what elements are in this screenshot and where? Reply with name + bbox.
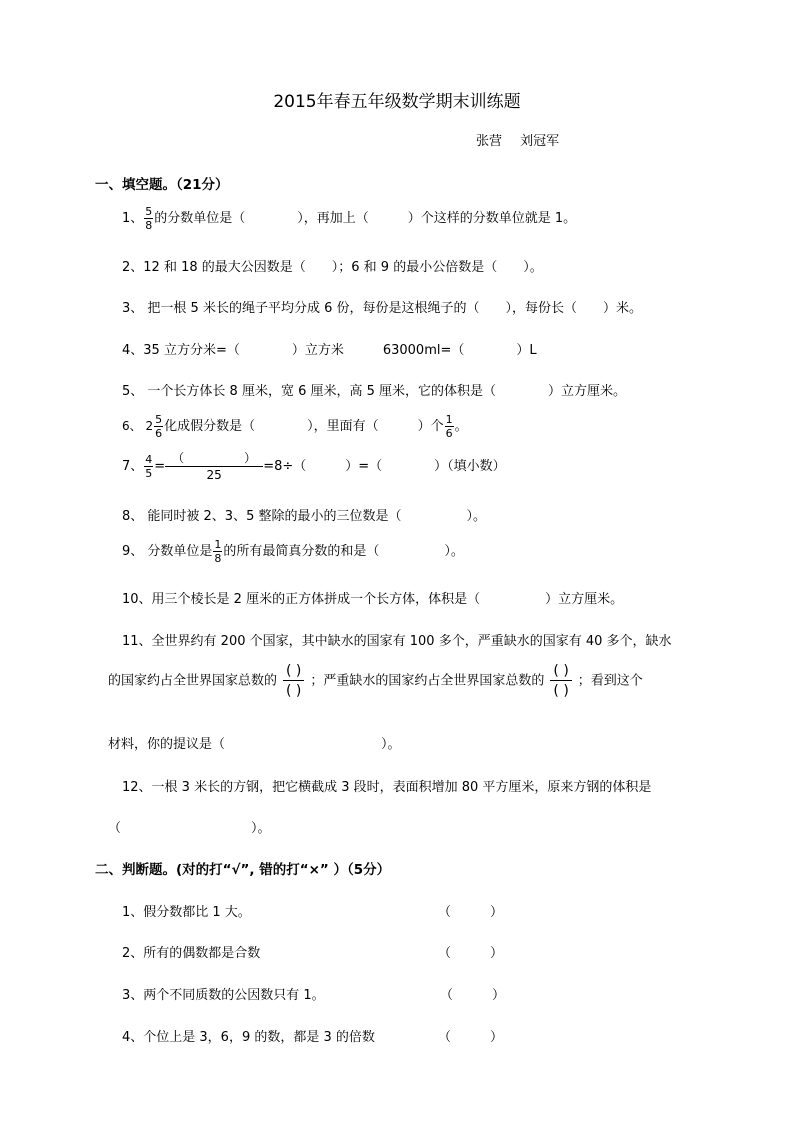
q11-blank-fraction-1 — [283, 664, 304, 698]
question-11-line-1: 11、全世界约有 200 个国家，其中缺水的国家有 100 多个，严重缺水的国家有 40 多个，缺水 — [122, 634, 672, 649]
q11-blank-fraction-2 — [550, 664, 571, 698]
authors: 张营 刘冠军 — [476, 134, 560, 149]
q6-fraction — [154, 414, 163, 439]
judge-item-3: 3、两个不同质数的公因数只有 1。 — [122, 988, 325, 1003]
q7-wide-fraction — [165, 452, 263, 481]
q7-prefix: 7、 — [122, 459, 144, 474]
judge-item-1-blank: （ ） — [438, 905, 504, 920]
judge-item-4-blank: （ ） — [438, 1030, 504, 1045]
q6-frac2-den: 6 — [445, 427, 453, 440]
q7-wide-num: （ ） — [165, 452, 263, 467]
question-2: 2、12 和 18 的最大公因数是（ ）；6 和 9 的最小公倍数是（ ）。 — [122, 260, 543, 275]
q1-frac-num: 5 — [145, 205, 153, 218]
judge-item-2: 2、所有的偶数都是合数 — [122, 946, 261, 961]
q11-blank1-den: ( ) — [286, 683, 302, 699]
q6-mid: 化成假分数是（ ），里面有（ ）个 — [164, 419, 444, 434]
q6-frac-num: 5 — [155, 413, 163, 426]
q6-frac2-num: 1 — [445, 413, 453, 426]
question-5: 5、 一个长方体长 8 厘米，宽 6 厘米，高 5 厘米，它的体积是（ ）立方厘米。 — [122, 384, 627, 399]
q1-fraction — [144, 206, 153, 231]
q11-blank2-den: ( ) — [553, 683, 569, 699]
q9-prefix: 9、 分数单位是 — [122, 544, 213, 559]
question-11-line-2 — [108, 664, 643, 698]
question-12-line-1: 12、一根 3 米长的方钢，把它横截成 3 段时，表面积增加 80 平方厘米，原来方钢的体积是 — [122, 780, 652, 795]
question-12-line-2: （ ）。 — [108, 821, 271, 836]
q9-text: 的所有最简真分数的和是（ ）。 — [223, 544, 464, 559]
q11-text-a: 的国家约占全世界国家总数的 — [108, 673, 278, 689]
q9-frac-num: 1 — [214, 538, 222, 551]
section-2-heading: 二、判断题。(对的打“√”, 错的打“×” ）（5分） — [95, 862, 391, 878]
q11-blank1-num: ( ) — [283, 664, 304, 681]
q1-prefix: 1、 — [122, 211, 144, 226]
q11-text-c: ；看到这个 — [577, 673, 643, 689]
judge-item-2-blank: （ ） — [438, 946, 504, 961]
q7-frac-den: 5 — [145, 467, 153, 480]
question-8: 8、 能同时被 2、3、5 整除的最小的三位数是（ ）。 — [122, 509, 486, 524]
q7-wide-den: 25 — [206, 468, 222, 482]
question-4: 4、35 立方分米=（ ）立方米 63000ml=（ ）L — [122, 343, 537, 358]
section-1-heading: 一、填空题。（21分） — [95, 177, 229, 193]
page-title: 2015年春五年级数学期末训练题 — [273, 92, 521, 112]
q6-fraction-2 — [445, 414, 454, 439]
question-3: 3、 把一根 5 米长的绳子平均分成 6 份，每份是这根绳子的（ ），每份长（ ）米。 — [122, 301, 642, 316]
judge-item-3-blank: （ ） — [440, 988, 506, 1003]
q1-text: 的分数单位是（ ），再加上（ ）个这样的分数单位就是 1。 — [154, 211, 577, 226]
q9-frac-den: 8 — [214, 552, 222, 565]
judge-item-4: 4、个位上是 3，6，9 的数，都是 3 的倍数 — [122, 1030, 375, 1045]
question-7 — [122, 452, 506, 481]
question-11-line-3: 材料，你的提议是（ ）。 — [108, 737, 401, 752]
q7-text: =8÷（ ）=（ ）（填小数） — [263, 459, 506, 474]
q6-frac-den: 6 — [155, 427, 163, 440]
q1-frac-den: 8 — [145, 219, 153, 232]
q7-equals: = — [154, 459, 166, 474]
question-9 — [122, 539, 464, 564]
question-10: 10、用三个棱长是 2 厘米的正方体拼成一个长方体，体积是（ ）立方厘米。 — [122, 592, 624, 607]
question-6 — [122, 414, 468, 439]
q11-text-b: ；严重缺水的国家约占全世界国家总数的 — [310, 673, 545, 689]
q7-frac-num: 4 — [145, 453, 153, 466]
q11-blank2-num: ( ) — [550, 664, 571, 681]
q6-end: 。 — [454, 419, 468, 434]
q6-prefix: 6、 2 — [122, 419, 154, 433]
question-1 — [122, 206, 576, 231]
q7-fraction — [144, 454, 153, 479]
q9-fraction — [213, 539, 222, 564]
judge-item-1: 1、假分数都比 1 大。 — [122, 905, 251, 920]
